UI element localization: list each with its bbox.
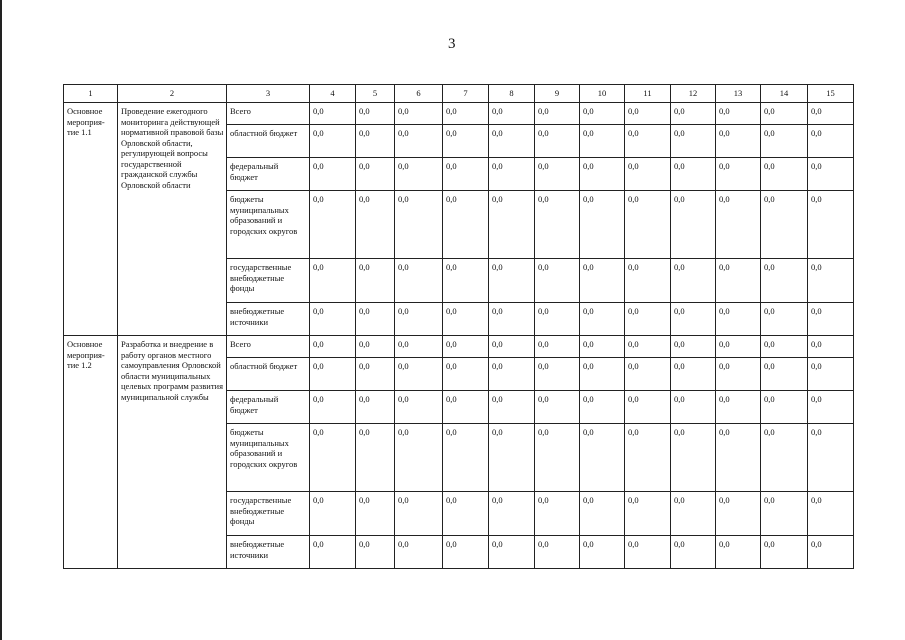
value-cell: 0,0 — [716, 259, 761, 303]
value-cell: 0,0 — [808, 125, 854, 158]
value-cell: 0,0 — [808, 536, 854, 569]
value-cell: 0,0 — [535, 303, 580, 336]
value-cell: 0,0 — [395, 158, 443, 191]
value-cell: 0,0 — [580, 536, 625, 569]
value-cell: 0,0 — [443, 303, 489, 336]
value-cell: 0,0 — [808, 303, 854, 336]
value-cell: 0,0 — [671, 303, 716, 336]
column-number-cell: 6 — [395, 85, 443, 103]
value-cell: 0,0 — [625, 103, 671, 125]
value-cell: 0,0 — [310, 158, 356, 191]
value-cell: 0,0 — [535, 492, 580, 536]
value-cell: 0,0 — [716, 536, 761, 569]
value-cell: 0,0 — [716, 336, 761, 358]
budget-table — [63, 84, 854, 569]
value-cell: 0,0 — [671, 536, 716, 569]
value-cell: 0,0 — [716, 303, 761, 336]
value-cell: 0,0 — [443, 391, 489, 424]
value-cell: 0,0 — [761, 336, 808, 358]
value-cell: 0,0 — [535, 191, 580, 259]
value-cell: 0,0 — [671, 259, 716, 303]
value-cell: 0,0 — [761, 424, 808, 492]
column-number-cell: 13 — [716, 85, 761, 103]
value-cell: 0,0 — [356, 391, 395, 424]
value-cell: 0,0 — [535, 259, 580, 303]
value-cell: 0,0 — [671, 103, 716, 125]
value-cell: 0,0 — [489, 303, 535, 336]
value-cell: 0,0 — [625, 424, 671, 492]
table-row — [64, 336, 854, 358]
header-row — [64, 85, 854, 103]
value-cell: 0,0 — [625, 158, 671, 191]
value-cell: 0,0 — [395, 358, 443, 391]
value-cell: 0,0 — [443, 358, 489, 391]
value-cell: 0,0 — [489, 536, 535, 569]
value-cell: 0,0 — [580, 125, 625, 158]
value-cell: 0,0 — [310, 303, 356, 336]
value-cell: 0,0 — [716, 424, 761, 492]
value-cell: 0,0 — [808, 191, 854, 259]
value-cell: 0,0 — [580, 391, 625, 424]
value-cell: 0,0 — [395, 259, 443, 303]
funding-source-cell: федеральный бюджет — [227, 158, 310, 191]
value-cell: 0,0 — [356, 125, 395, 158]
value-cell: 0,0 — [808, 259, 854, 303]
value-cell: 0,0 — [356, 424, 395, 492]
value-cell: 0,0 — [489, 191, 535, 259]
value-cell: 0,0 — [395, 125, 443, 158]
value-cell: 0,0 — [535, 103, 580, 125]
value-cell: 0,0 — [489, 391, 535, 424]
value-cell: 0,0 — [716, 191, 761, 259]
value-cell: 0,0 — [580, 336, 625, 358]
value-cell: 0,0 — [443, 191, 489, 259]
value-cell: 0,0 — [761, 259, 808, 303]
funding-source-cell: государственные внебюджетные фонды — [227, 259, 310, 303]
value-cell: 0,0 — [808, 391, 854, 424]
value-cell: 0,0 — [395, 303, 443, 336]
value-cell: 0,0 — [395, 536, 443, 569]
column-number-cell: 9 — [535, 85, 580, 103]
value-cell: 0,0 — [489, 103, 535, 125]
value-cell: 0,0 — [535, 158, 580, 191]
value-cell: 0,0 — [395, 492, 443, 536]
value-cell: 0,0 — [356, 358, 395, 391]
column-number-cell: 14 — [761, 85, 808, 103]
activity-code-cell: Основное мероприя-тие 1.1 — [64, 103, 118, 336]
activity-name-cell: Проведение ежегодного мониторинга действующей нормативной правовой базы Орловской области, регулирующей вопросы государственной гражданской службы Орловской области — [118, 103, 227, 336]
value-cell: 0,0 — [443, 424, 489, 492]
value-cell: 0,0 — [535, 358, 580, 391]
value-cell: 0,0 — [395, 424, 443, 492]
page-number: 3 — [448, 36, 456, 52]
column-number-cell: 2 — [118, 85, 227, 103]
value-cell: 0,0 — [716, 391, 761, 424]
value-cell: 0,0 — [716, 125, 761, 158]
value-cell: 0,0 — [443, 103, 489, 125]
value-cell: 0,0 — [808, 158, 854, 191]
column-number-cell: 3 — [227, 85, 310, 103]
table-row — [64, 103, 854, 125]
funding-source-cell: Всего — [227, 103, 310, 125]
value-cell: 0,0 — [808, 336, 854, 358]
value-cell: 0,0 — [443, 492, 489, 536]
value-cell: 0,0 — [443, 536, 489, 569]
column-number-cell: 15 — [808, 85, 854, 103]
value-cell: 0,0 — [489, 125, 535, 158]
funding-source-cell: областной бюджет — [227, 125, 310, 158]
value-cell: 0,0 — [671, 424, 716, 492]
value-cell: 0,0 — [625, 191, 671, 259]
value-cell: 0,0 — [671, 158, 716, 191]
column-number-cell: 11 — [625, 85, 671, 103]
value-cell: 0,0 — [310, 536, 356, 569]
value-cell: 0,0 — [716, 358, 761, 391]
value-cell: 0,0 — [443, 336, 489, 358]
value-cell: 0,0 — [625, 125, 671, 158]
value-cell: 0,0 — [356, 103, 395, 125]
value-cell: 0,0 — [535, 336, 580, 358]
column-number-cell: 4 — [310, 85, 356, 103]
value-cell: 0,0 — [443, 125, 489, 158]
value-cell: 0,0 — [489, 358, 535, 391]
value-cell: 0,0 — [580, 424, 625, 492]
funding-source-cell: внебюджетные источники — [227, 303, 310, 336]
value-cell: 0,0 — [671, 391, 716, 424]
funding-source-cell: государственные внебюджетные фонды — [227, 492, 310, 536]
value-cell: 0,0 — [489, 259, 535, 303]
value-cell: 0,0 — [580, 191, 625, 259]
value-cell: 0,0 — [535, 424, 580, 492]
activity-name-cell: Разработка и внедрение в работу органов местного самоуправления Орловской области муниципальных целевых программ развития муниципальной службы — [118, 336, 227, 569]
value-cell: 0,0 — [310, 336, 356, 358]
value-cell: 0,0 — [310, 125, 356, 158]
value-cell: 0,0 — [580, 303, 625, 336]
value-cell: 0,0 — [580, 492, 625, 536]
value-cell: 0,0 — [625, 303, 671, 336]
page-edge — [0, 0, 2, 640]
value-cell: 0,0 — [310, 259, 356, 303]
value-cell: 0,0 — [580, 358, 625, 391]
column-number-cell: 5 — [356, 85, 395, 103]
column-number-cell: 12 — [671, 85, 716, 103]
value-cell: 0,0 — [671, 125, 716, 158]
value-cell: 0,0 — [761, 303, 808, 336]
value-cell: 0,0 — [580, 259, 625, 303]
value-cell: 0,0 — [356, 191, 395, 259]
column-number-cell: 10 — [580, 85, 625, 103]
value-cell: 0,0 — [356, 158, 395, 191]
value-cell: 0,0 — [310, 358, 356, 391]
value-cell: 0,0 — [761, 191, 808, 259]
value-cell: 0,0 — [356, 336, 395, 358]
value-cell: 0,0 — [356, 536, 395, 569]
value-cell: 0,0 — [580, 158, 625, 191]
value-cell: 0,0 — [489, 492, 535, 536]
value-cell: 0,0 — [716, 103, 761, 125]
value-cell: 0,0 — [761, 492, 808, 536]
value-cell: 0,0 — [716, 492, 761, 536]
value-cell: 0,0 — [761, 391, 808, 424]
value-cell: 0,0 — [808, 492, 854, 536]
value-cell: 0,0 — [356, 492, 395, 536]
value-cell: 0,0 — [761, 158, 808, 191]
value-cell: 0,0 — [489, 158, 535, 191]
funding-source-cell: Всего — [227, 336, 310, 358]
value-cell: 0,0 — [535, 391, 580, 424]
activity-code-cell: Основное мероприя-тие 1.2 — [64, 336, 118, 569]
value-cell: 0,0 — [625, 358, 671, 391]
value-cell: 0,0 — [395, 103, 443, 125]
value-cell: 0,0 — [671, 191, 716, 259]
value-cell: 0,0 — [580, 103, 625, 125]
value-cell: 0,0 — [808, 103, 854, 125]
value-cell: 0,0 — [395, 191, 443, 259]
value-cell: 0,0 — [489, 336, 535, 358]
value-cell: 0,0 — [310, 103, 356, 125]
value-cell: 0,0 — [625, 391, 671, 424]
value-cell: 0,0 — [761, 103, 808, 125]
value-cell: 0,0 — [443, 158, 489, 191]
value-cell: 0,0 — [625, 259, 671, 303]
value-cell: 0,0 — [625, 336, 671, 358]
value-cell: 0,0 — [625, 536, 671, 569]
value-cell: 0,0 — [761, 536, 808, 569]
funding-source-cell: областной бюджет — [227, 358, 310, 391]
value-cell: 0,0 — [625, 492, 671, 536]
funding-source-cell: внебюджетные источники — [227, 536, 310, 569]
value-cell: 0,0 — [808, 358, 854, 391]
value-cell: 0,0 — [310, 391, 356, 424]
value-cell: 0,0 — [395, 391, 443, 424]
funding-source-cell: бюджеты муниципальных образований и городских округов — [227, 424, 310, 492]
value-cell: 0,0 — [808, 424, 854, 492]
funding-source-cell: федеральный бюджет — [227, 391, 310, 424]
value-cell: 0,0 — [671, 358, 716, 391]
column-number-cell: 1 — [64, 85, 118, 103]
column-number-cell: 7 — [443, 85, 489, 103]
value-cell: 0,0 — [671, 492, 716, 536]
value-cell: 0,0 — [716, 158, 761, 191]
value-cell: 0,0 — [310, 191, 356, 259]
value-cell: 0,0 — [443, 259, 489, 303]
value-cell: 0,0 — [356, 303, 395, 336]
value-cell: 0,0 — [535, 536, 580, 569]
value-cell: 0,0 — [489, 424, 535, 492]
value-cell: 0,0 — [310, 492, 356, 536]
value-cell: 0,0 — [761, 125, 808, 158]
column-number-cell: 8 — [489, 85, 535, 103]
value-cell: 0,0 — [395, 336, 443, 358]
value-cell: 0,0 — [671, 336, 716, 358]
value-cell: 0,0 — [761, 358, 808, 391]
funding-source-cell: бюджеты муниципальных образований и городских округов — [227, 191, 310, 259]
value-cell: 0,0 — [310, 424, 356, 492]
value-cell: 0,0 — [535, 125, 580, 158]
value-cell: 0,0 — [356, 259, 395, 303]
